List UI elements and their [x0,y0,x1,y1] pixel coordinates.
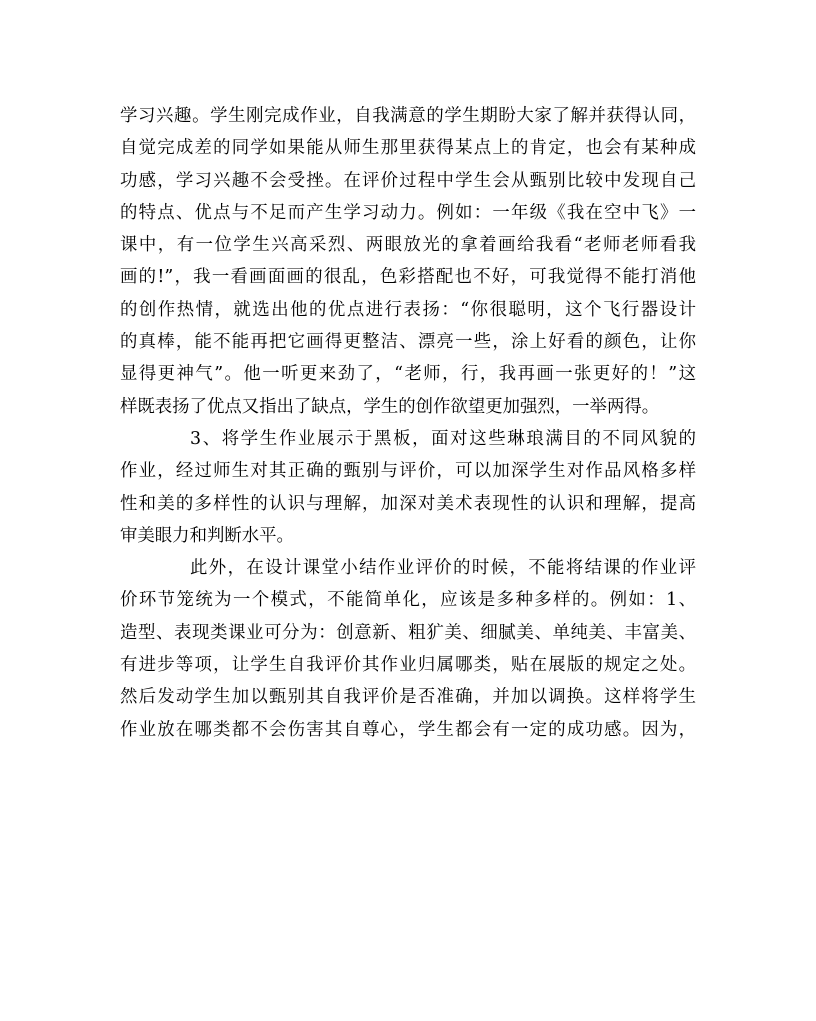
text-line: 造型、表现类课业可分为：创意新、粗犷美、细腻美、单纯美、丰富美、 [120,622,696,643]
text-line: 学习兴趣。学生刚完成作业，自我满意的学生期盼大家了解并获得认同， [120,106,696,126]
text-line: 功感，学习兴趣不会受挫。在评价过程中学生会从甄别比较中发现自己 [120,170,696,191]
text-line: 价环节笼统为一个模式，不能简单化，应该是多种多样的。例如：1、 [120,590,696,611]
text-line: 画的!”，我一看画面画的很乱，色彩搭配也不好，可我觉得不能打消他 [120,267,696,288]
text-line: 的特点、优点与不足而产生学习动力。例如：一年级《我在空中飞》一 [120,202,696,223]
text-line: 的创作热情，就选出他的优点进行表扬：“你很聪明，这个飞行器设计 [120,299,696,320]
paragraph-start-line: 此外，在设计课堂小结作业评价的时候，不能将结课的作业评 [190,558,696,579]
text-line: 自觉完成差的同学如果能从师生那里获得某点上的肯定，也会有某种成 [120,138,696,159]
text-line: 样既表扬了优点又指出了缺点，学生的创作欲望更加强烈，一举两得。 [120,396,660,417]
text-line: 课中，有一位学生兴高采烈、两眼放光的拿着画给我看“老师老师看我 [120,235,696,256]
text-line: 有进步等项，让学生自我评价其作业归属哪类，贴在展版的规定之处。 [120,655,696,676]
text-line: 审美眼力和判断水平。 [120,525,294,546]
paragraph-start-line: 3、将学生作业展示于黑板，面对这些琳琅满目的不同风貌的 [190,428,696,449]
text-line: 然后发动学生加以甄别其自我评价是否准确，并加以调换。这样将学生 [120,687,696,708]
body-text [120,100,696,746]
text-line: 性和美的多样性的认识与理解，加深对美术表现性的认识和理解，提高 [120,493,696,514]
text-line: 作业放在哪类都不会伤害其自尊心，学生都会有一定的成功感。因为， [120,719,696,740]
text-line: 作业，经过师生对其正确的甄别与评价，可以加深学生对作品风格多样 [120,461,696,482]
text-line: 的真棒，能不能再把它画得更整洁、漂亮一些，涂上好看的颜色，让你 [120,332,696,353]
text-line: 显得更神气”。他一听更来劲了，“老师，行，我再画一张更好的！”这 [120,364,696,385]
